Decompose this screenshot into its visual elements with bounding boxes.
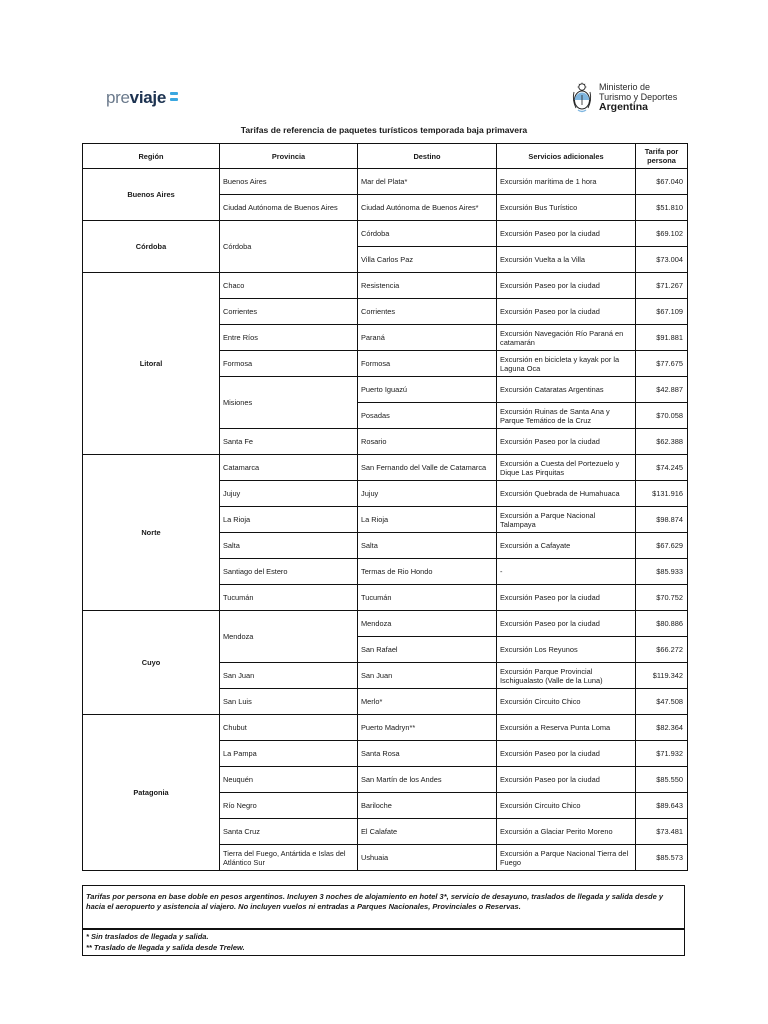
price-cell: $85.933 (636, 559, 688, 585)
destination-cell: Resistencia (358, 273, 497, 299)
province-cell: Ciudad Autónoma de Buenos Aires (220, 195, 358, 221)
service-cell: Excursión Circuito Chico (497, 793, 636, 819)
table-row (83, 273, 688, 299)
price-cell: $51.810 (636, 195, 688, 221)
province-cell: Entre Ríos (220, 325, 358, 351)
destination-cell: Merlo* (358, 689, 497, 715)
province-cell: Santa Cruz (220, 819, 358, 845)
price-cell: $80.886 (636, 611, 688, 637)
table-body (83, 169, 688, 871)
document-title: Tarifas de referencia de paquetes turísticos temporada baja primavera (240, 125, 528, 135)
service-cell: Excursión Quebrada de Humahuaca (497, 481, 636, 507)
price-cell: $70.752 (636, 585, 688, 611)
province-cell: Formosa (220, 351, 358, 377)
price-cell: $98.874 (636, 507, 688, 533)
province-cell: Río Negro (220, 793, 358, 819)
service-cell: Excursión marítima de 1 hora (497, 169, 636, 195)
price-cell: $62.388 (636, 429, 688, 455)
destination-cell: San Juan (358, 663, 497, 689)
destination-cell: El Calafate (358, 819, 497, 845)
destination-cell: Ciudad Autónoma de Buenos Aires* (358, 195, 497, 221)
price-cell: $67.109 (636, 299, 688, 325)
price-cell: $131.916 (636, 481, 688, 507)
service-cell: Excursión Paseo por la ciudad (497, 429, 636, 455)
price-cell: $42.887 (636, 377, 688, 403)
price-cell: $67.629 (636, 533, 688, 559)
province-cell: Misiones (220, 377, 358, 429)
destination-cell: Tucumán (358, 585, 497, 611)
province-cell: Tucumán (220, 585, 358, 611)
destination-cell: La Rioja (358, 507, 497, 533)
service-cell: Excursión Paseo por la ciudad (497, 273, 636, 299)
destination-cell: Corrientes (358, 299, 497, 325)
province-cell: Mendoza (220, 611, 358, 663)
price-cell: $119.342 (636, 663, 688, 689)
service-cell: Excursión Parque Provincial Ischigualasto (Valle de la Luna) (497, 663, 636, 689)
service-cell: Excursión a Cuesta del Portezuelo y Dique Las Pirquitas (497, 455, 636, 481)
service-cell: Excursión Paseo por la ciudad (497, 221, 636, 247)
header-region: Región (83, 144, 220, 169)
header-province: Provincia (220, 144, 358, 169)
destination-cell: San Fernando del Valle de Catamarca (358, 455, 497, 481)
destination-cell: Santa Rosa (358, 741, 497, 767)
region-cell: Córdoba (83, 221, 220, 273)
province-cell: San Luis (220, 689, 358, 715)
region-cell: Litoral (83, 273, 220, 455)
table-row (83, 455, 688, 481)
header-services: Servicios adicionales (497, 144, 636, 169)
service-cell: - (497, 559, 636, 585)
province-cell: Santiago del Estero (220, 559, 358, 585)
price-cell: $82.364 (636, 715, 688, 741)
province-cell: Santa Fe (220, 429, 358, 455)
logo-pre: pre (106, 88, 130, 107)
destination-cell: Jujuy (358, 481, 497, 507)
service-cell: Excursión Los Reyunos (497, 637, 636, 663)
province-cell: Tierra del Fuego, Antártida e Islas del Atlántico Sur (220, 845, 358, 871)
province-cell: La Pampa (220, 741, 358, 767)
table-row (83, 169, 688, 195)
price-cell: $71.932 (636, 741, 688, 767)
price-cell: $85.573 (636, 845, 688, 871)
region-cell: Cuyo (83, 611, 220, 715)
province-cell: Córdoba (220, 221, 358, 273)
footnote-1: * Sin traslados de llegada y salida. (86, 932, 209, 941)
ministry-line-1: Ministerio de (599, 82, 651, 92)
service-cell: Excursión a Glaciar Perito Moreno (497, 819, 636, 845)
price-cell: $77.675 (636, 351, 688, 377)
price-cell: $71.267 (636, 273, 688, 299)
service-cell: Excursión Paseo por la ciudad (497, 299, 636, 325)
coat-of-arms-icon (570, 82, 594, 114)
province-cell: Corrientes (220, 299, 358, 325)
province-cell: Jujuy (220, 481, 358, 507)
province-cell: La Rioja (220, 507, 358, 533)
destination-cell: Ushuaia (358, 845, 497, 871)
price-cell: $85.550 (636, 767, 688, 793)
header-destination: Destino (358, 144, 497, 169)
header-price: Tarifa por persona (636, 144, 688, 169)
region-cell: Buenos Aires (83, 169, 220, 221)
table-row (83, 715, 688, 741)
price-cell: $66.272 (636, 637, 688, 663)
destination-cell: Mendoza (358, 611, 497, 637)
table-row (83, 221, 688, 247)
destination-cell: Mar del Plata* (358, 169, 497, 195)
service-cell: Excursión Ruinas de Santa Ana y Parque Temático de la Cruz (497, 403, 636, 429)
notes-box (82, 885, 685, 929)
destination-cell: Córdoba (358, 221, 497, 247)
service-cell: Excursión a Parque Nacional Talampaya (497, 507, 636, 533)
tariff-table (82, 143, 688, 871)
price-cell: $89.643 (636, 793, 688, 819)
footnote-2: ** Traslado de llegada y salida desde Trelew. (86, 943, 245, 952)
destination-cell: Formosa (358, 351, 497, 377)
price-cell: $73.004 (636, 247, 688, 273)
region-cell: Norte (83, 455, 220, 611)
price-cell: $74.245 (636, 455, 688, 481)
ministry-line-2: Turismo y Deportes (599, 92, 678, 102)
destination-cell: San Rafael (358, 637, 497, 663)
service-cell: Excursión Paseo por la ciudad (497, 585, 636, 611)
price-cell: $70.058 (636, 403, 688, 429)
province-cell: Chaco (220, 273, 358, 299)
service-cell: Excursión Vuelta a la Villa (497, 247, 636, 273)
province-cell: Salta (220, 533, 358, 559)
table-row (83, 611, 688, 637)
province-cell: Catamarca (220, 455, 358, 481)
price-cell: $67.040 (636, 169, 688, 195)
province-cell: Buenos Aires (220, 169, 358, 195)
service-cell: Excursión en bicicleta y kayak por la Laguna Oca (497, 351, 636, 377)
service-cell: Excursión Circuito Chico (497, 689, 636, 715)
destination-cell: San Martín de los Andes (358, 767, 497, 793)
region-cell: Patagonia (83, 715, 220, 871)
price-cell: $47.508 (636, 689, 688, 715)
price-cell: $69.102 (636, 221, 688, 247)
service-cell: Excursión a Parque Nacional Tierra del Fuego (497, 845, 636, 871)
price-cell: $91.881 (636, 325, 688, 351)
ministry-line-3: Argentina (599, 101, 649, 113)
province-cell: San Juan (220, 663, 358, 689)
service-cell: Excursión a Cafayate (497, 533, 636, 559)
logo-equals-icon (170, 92, 178, 101)
destination-cell: Rosario (358, 429, 497, 455)
service-cell: Excursión a Reserva Punta Loma (497, 715, 636, 741)
destination-cell: Paraná (358, 325, 497, 351)
province-cell: Chubut (220, 715, 358, 741)
destination-cell: Salta (358, 533, 497, 559)
destination-cell: Puerto Madryn** (358, 715, 497, 741)
province-cell: Neuquén (220, 767, 358, 793)
service-cell: Excursión Bus Turístico (497, 195, 636, 221)
service-cell: Excursión Cataratas Argentinas (497, 377, 636, 403)
table-header-row (83, 144, 688, 169)
destination-cell: Bariloche (358, 793, 497, 819)
service-cell: Excursión Navegación Río Paraná en catamarán (497, 325, 636, 351)
notes-main: Tarifas por persona en base doble en pesos argentinos. Incluyen 3 noches de alojamiento en hotel 3*, servicio de desayuno, traslados de llegada y salida desde y hacia el aeropuerto y asistencia al viajero. No incluyen vuelos ni entradas a Parques Nacionales, Provinciales o Reservas. (86, 892, 663, 911)
destination-cell: Posadas (358, 403, 497, 429)
destination-cell: Puerto Iguazú (358, 377, 497, 403)
previaje-logo (106, 88, 178, 108)
service-cell: Excursión Paseo por la ciudad (497, 611, 636, 637)
logo-viaje: viaje (129, 88, 166, 107)
footnotes-box (82, 929, 685, 956)
service-cell: Excursión Paseo por la ciudad (497, 741, 636, 767)
price-cell: $73.481 (636, 819, 688, 845)
ministry-logo (570, 82, 677, 114)
destination-cell: Termas de Rio Hondo (358, 559, 497, 585)
service-cell: Excursión Paseo por la ciudad (497, 767, 636, 793)
destination-cell: Villa Carlos Paz (358, 247, 497, 273)
